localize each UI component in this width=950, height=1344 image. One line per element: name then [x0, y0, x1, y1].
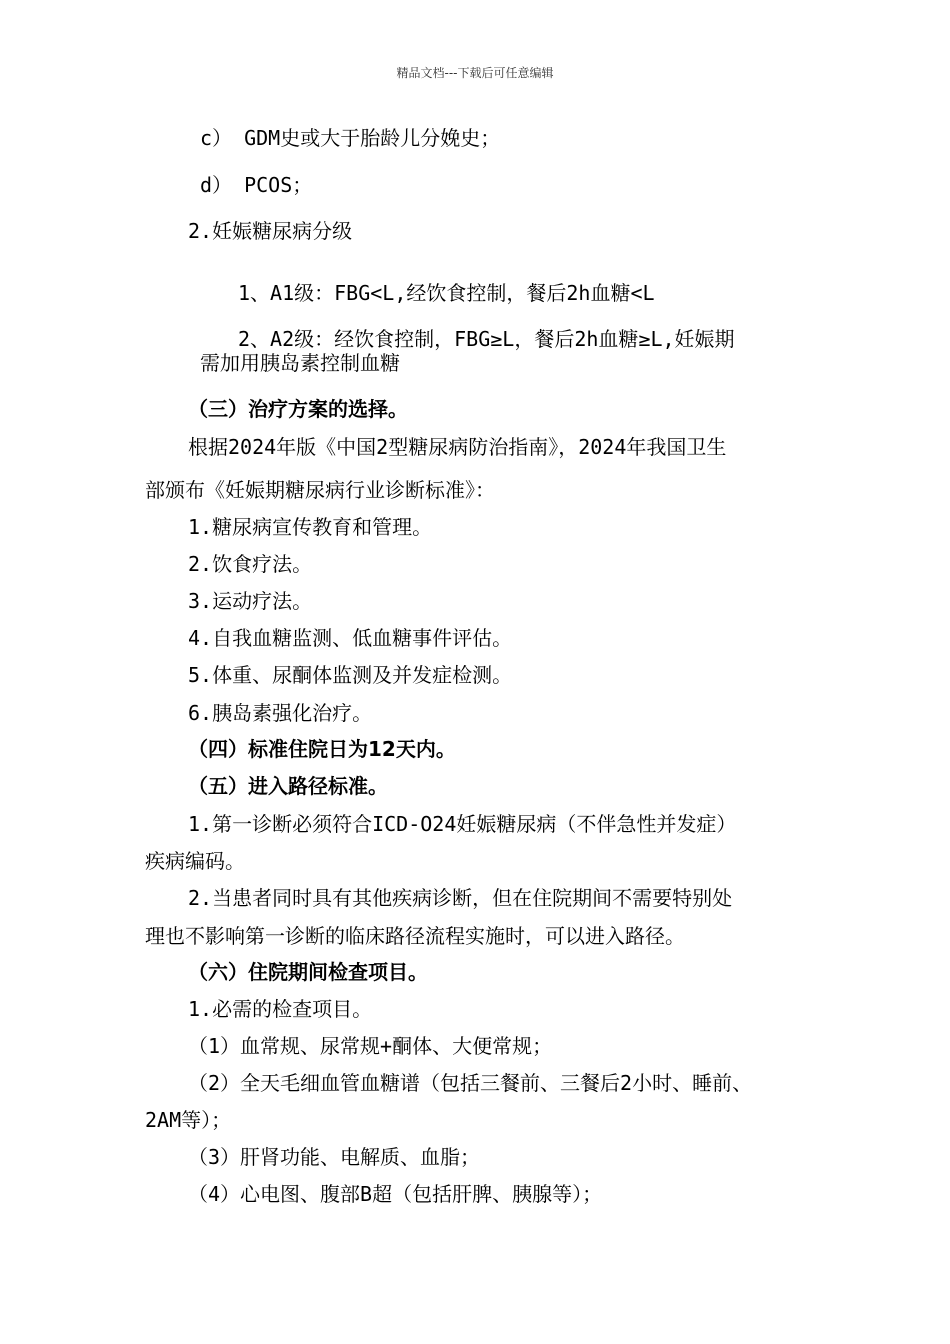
list-item: （4）心电图、腹部B超（包括肝脾、胰腺等）； [188, 1182, 603, 1206]
list-item: 5.体重、尿酮体监测及并发症检测。 [188, 663, 513, 687]
section-heading: （五）进入路径标准。 [188, 774, 388, 798]
list-item: 4.自我血糖监测、低血糖事件评估。 [188, 626, 513, 650]
section-heading: （三）治疗方案的选择。 [188, 397, 408, 421]
text-line: c） GDM史或大于胎龄儿分娩史； [200, 126, 501, 150]
text-line: 需加用胰岛素控制血糖 [200, 351, 400, 375]
text-line: 根据2024年版《中国2型糖尿病防治指南》，2024年我国卫生 [188, 435, 727, 459]
list-item: 6.胰岛素强化治疗。 [188, 701, 373, 725]
list-item: （3）肝肾功能、电解质、血脂； [188, 1145, 481, 1169]
list-item: 2.饮食疗法。 [188, 552, 313, 576]
text-line: 疾病编码。 [145, 849, 245, 873]
list-item: （2）全天毛细血管血糖谱（包括三餐前、三餐后2小时、睡前、 [188, 1071, 753, 1095]
text-line: 1.第一诊断必须符合ICD-O24妊娠糖尿病（不伴急性并发症） [188, 812, 737, 836]
list-item: 3.运动疗法。 [188, 589, 313, 613]
list-item: 1.糖尿病宣传教育和管理。 [188, 515, 433, 539]
text-line: d） PCOS； [200, 173, 313, 197]
text-line: 2.当患者同时具有其他疾病诊断，但在住院期间不需要特别处 [188, 886, 733, 910]
list-item: （1）血常规、尿常规+酮体、大便常规； [188, 1034, 553, 1058]
text-line: 2、A2级：经饮食控制，FBG≥L，餐后2h血糖≥L,妊娠期 [238, 327, 735, 351]
text-line: 部颁布《妊娠期糖尿病行业诊断标准》： [145, 478, 495, 502]
list-item: 1.必需的检查项目。 [188, 997, 373, 1021]
section-heading: （四）标准住院日为12天内。 [188, 737, 456, 761]
list-item: 2AM等）； [145, 1108, 232, 1132]
text-line: 理也不影响第一诊断的临床路径流程实施时，可以进入路径。 [145, 924, 685, 948]
page-header: 精品文档---下载后可任意编辑 [396, 66, 554, 80]
text-line: 2.妊娠糖尿病分级 [188, 219, 353, 243]
section-heading: （六）住院期间检查项目。 [188, 960, 428, 984]
text-line: 1、A1级：FBG<L,经饮食控制，餐后2h血糖<L [238, 281, 655, 305]
